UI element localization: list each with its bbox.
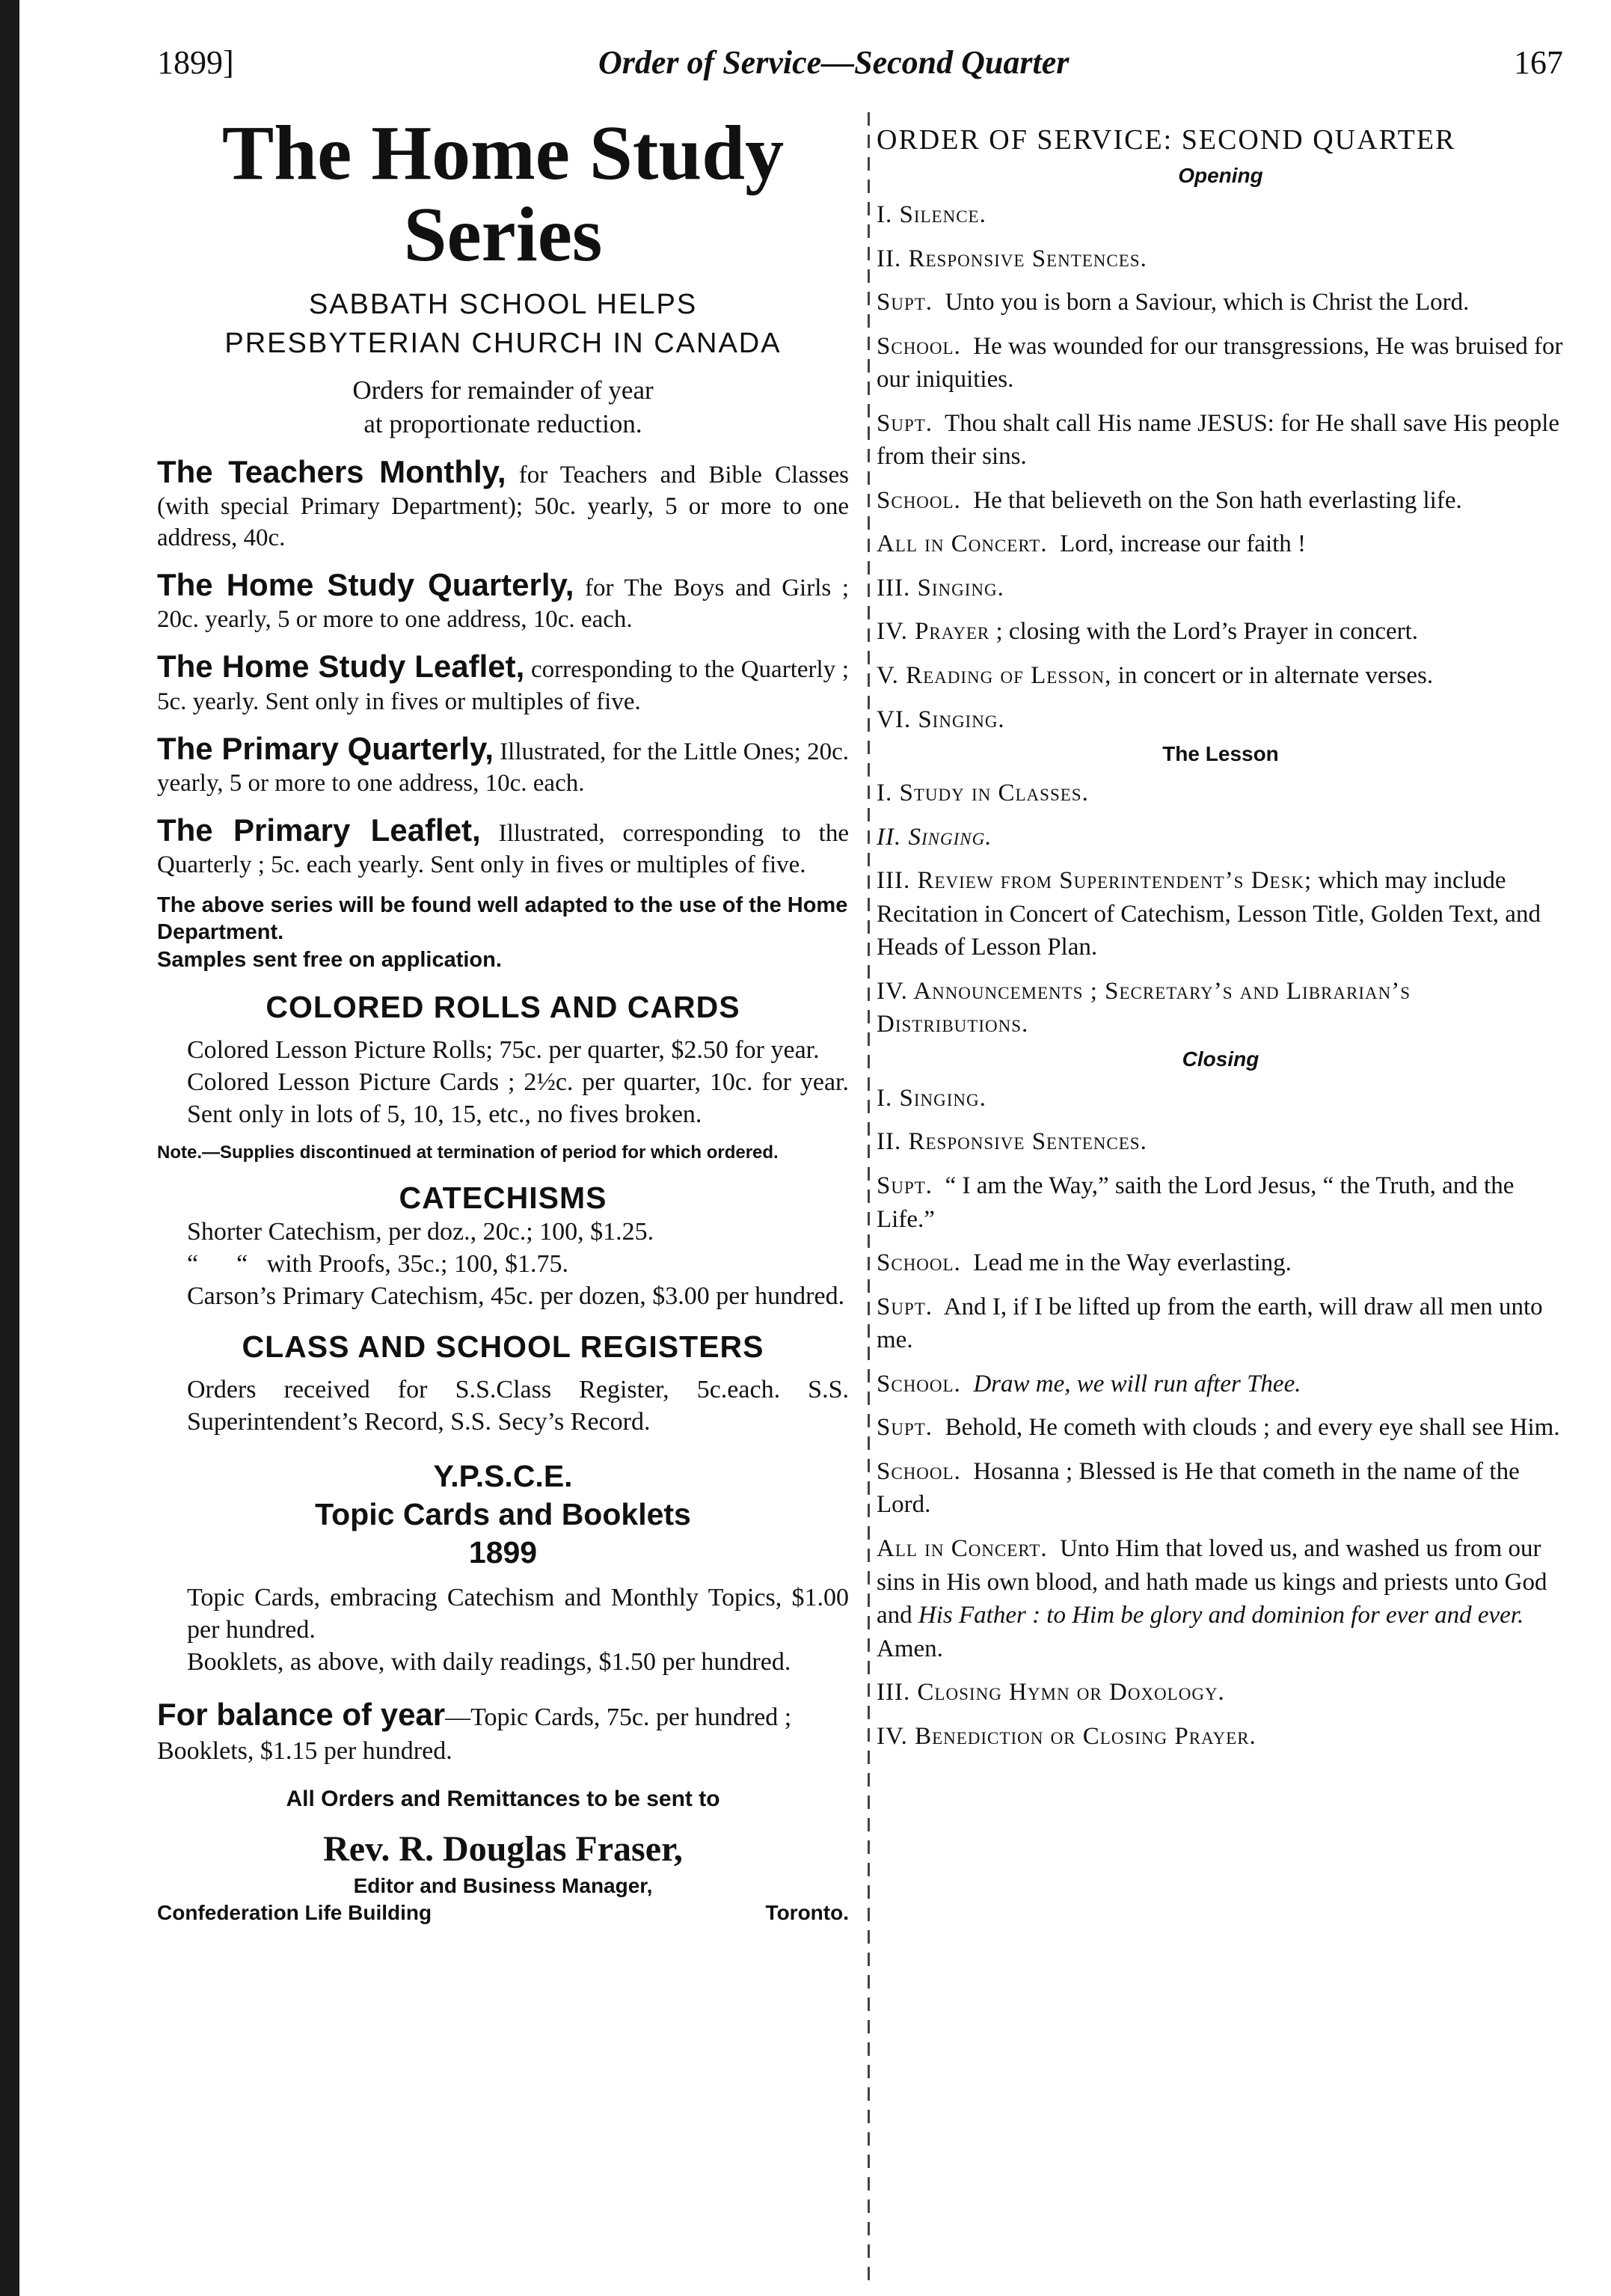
balance-offer xyxy=(157,1695,849,1767)
series-subtitle: SABBATH SCHOOL HELPS xyxy=(308,289,698,321)
closing-item: II. Responsive Sentences. xyxy=(877,1128,1147,1156)
ad-name: The Teachers Monthly, xyxy=(157,453,506,489)
ad-text: Illustrated, for the Little Ones; 20c. yearly, 5 or more to one address, 10c. each. xyxy=(157,738,849,797)
lesson-item: IV. Announcements ; Secretary’s and Librarian’s Distributions. xyxy=(877,977,1411,1038)
topic-paragraph-1 xyxy=(157,1582,849,1646)
adapted-note-1: The above series will be found well adapted to the use of the Home Department. xyxy=(157,893,848,945)
ypsce-line-1: Y.P.S.C.E. xyxy=(433,1458,573,1493)
speaker-label: All in Concert. xyxy=(877,530,1048,558)
rolls-note: Note.—Supplies discontinued at termination of period for which ordered. xyxy=(157,1142,779,1163)
opening-heading: Opening xyxy=(1178,164,1263,187)
speaker-label: Supt. xyxy=(877,289,933,316)
speaker-label: School. xyxy=(877,1249,961,1277)
registers-text: Orders received for S.S.Class Register, 5c.each. S.S. Superintendent’s Record, S.S. Secy’s Record. xyxy=(187,1375,849,1436)
remittance-note: All Orders and Remittances to be sent to xyxy=(286,1786,720,1811)
ypsce-line-3: 1899 xyxy=(468,1535,538,1570)
item-text: which may include Recitation in Concert of Catechism, Lesson Title, Golden Text, and Heads of Lesson Plan. xyxy=(877,867,1541,961)
address-building: Confederation Life Building xyxy=(157,1900,432,1924)
right-column-order-of-service xyxy=(877,123,1569,1753)
lesson-item: I. Study in Classes. xyxy=(877,780,1089,807)
response-text-amen: Amen. xyxy=(877,1602,1535,1662)
address-city: Toronto. xyxy=(765,1900,849,1924)
header-title: Order of Service—Second Quarter xyxy=(598,44,1070,81)
opening-item xyxy=(877,484,1565,518)
closing-item xyxy=(877,1532,1565,1665)
speaker-label: School. xyxy=(877,332,961,360)
balance-strong: For balance of year xyxy=(157,1697,446,1733)
ad-primary-leaflet xyxy=(157,810,849,881)
rolls-text: Colored Lesson Picture Cards ; 2½c. per quarter, 10c. for year. Sent only in lots of 5, 10, 15, etc., no fives broken. xyxy=(187,1068,849,1129)
ad-home-study-quarterly xyxy=(157,565,849,636)
opening-item xyxy=(877,527,1565,561)
editor-role: Editor and Business Manager, xyxy=(353,1873,653,1897)
opening-item xyxy=(877,615,1565,649)
opening-item: VI. Singing. xyxy=(877,705,1005,733)
topic-paragraph-2 xyxy=(157,1646,849,1678)
opening-item: III. Singing. xyxy=(877,574,1004,601)
ad-name: The Home Study Quarterly, xyxy=(157,567,574,603)
response-text: He was wounded for our transgressions, He was bruised for our iniquities. xyxy=(877,332,1569,394)
closing-item: I. Singing. xyxy=(877,1084,986,1112)
response-text: Hosanna ; Blessed is He that cometh in the name of the Lord. xyxy=(877,1457,1526,1519)
adapted-note-2: Samples sent free on application. xyxy=(157,947,502,972)
lesson-item xyxy=(877,864,1565,964)
closing-item xyxy=(877,1368,1565,1401)
response-text: Unto you is born a Saviour, which is Christ the Lord. xyxy=(933,289,1470,316)
item-lead: IV. Prayer xyxy=(877,618,990,646)
left-column-advertisements xyxy=(157,112,849,1925)
ypsce-line-2: Topic Cards and Booklets xyxy=(315,1497,691,1532)
response-text: Lord, increase our faith ! xyxy=(1047,530,1307,558)
response-text-italic: His Father : to Him be glory and dominion for ever and ever. xyxy=(918,1602,1524,1629)
orders-line-2: at proportionate reduction. xyxy=(363,409,642,439)
response-text: Behold, He cometh with clouds ; and every eye shall see Him. xyxy=(933,1414,1560,1442)
speaker-label: School. xyxy=(877,1370,961,1398)
page-spine-shadow xyxy=(0,0,19,2296)
rolls-paragraph-1 xyxy=(157,1034,849,1066)
catechism-line-2: “ “ with Proofs, 35c.; 100, $1.75. xyxy=(187,1250,568,1279)
ad-teachers-monthly xyxy=(157,452,849,554)
ad-text: corresponding to the Quarterly ; 5c. yearly. Sent only in fives or multiples of five. xyxy=(157,656,849,715)
item-text: in concert or in alternate verses. xyxy=(1111,662,1434,690)
response-text: Draw me, we will run after Thee. xyxy=(960,1370,1301,1398)
opening-item xyxy=(877,659,1565,693)
balance-text: —Topic Cards, 75c. per hundred ; Booklets, $1.15 per hundred. xyxy=(157,1703,792,1765)
ad-primary-quarterly xyxy=(157,729,849,800)
series-church: PRESBYTERIAN CHURCH IN CANADA xyxy=(224,327,782,359)
editor-address xyxy=(157,1901,849,1925)
closing-heading: Closing xyxy=(1182,1047,1259,1071)
lesson-heading: The Lesson xyxy=(1162,742,1279,766)
header-year: 1899] xyxy=(157,44,234,81)
ad-name: The Primary Leaflet, xyxy=(157,812,481,848)
closing-item xyxy=(877,1169,1565,1236)
speaker-label: School. xyxy=(877,486,961,514)
ad-home-study-leaflet xyxy=(157,646,849,717)
registers-paragraph xyxy=(157,1374,849,1438)
order-of-service-title: ORDER OF SERVICE: SECOND QUARTER xyxy=(877,124,1456,156)
closing-item: III. Closing Hymn or Doxology. xyxy=(877,1679,1225,1706)
speaker-label: Supt. xyxy=(877,1172,933,1200)
speaker-label: School. xyxy=(877,1457,961,1485)
editor-name: Rev. R. Douglas Fraser, xyxy=(323,1828,683,1869)
response-text: He that believeth on the Son hath everlasting life. xyxy=(960,486,1462,514)
ad-text: for The Boys and Girls ; 20c. yearly, 5 or more to one address, 10c. each. xyxy=(157,575,849,634)
response-text: Lead me in the Way everlasting. xyxy=(960,1249,1292,1277)
rolls-paragraph-2 xyxy=(157,1066,849,1130)
closing-item xyxy=(877,1411,1565,1445)
opening-item xyxy=(877,330,1569,397)
speaker-label: Supt. xyxy=(877,1293,933,1320)
speaker-label: All in Concert. xyxy=(877,1534,1048,1562)
ad-text: Illustrated, corresponding to the Quarterly ; 5c. each yearly. Sent only in fives or multiples of five. xyxy=(157,819,849,879)
item-lead: III. Review from Superintendent’s Desk; xyxy=(877,867,1313,895)
opening-item xyxy=(877,286,1565,319)
ad-name: The Primary Quarterly, xyxy=(157,730,494,766)
topic-text: Topic Cards, embracing Catechism and Monthly Topics, $1.00 per hundred. xyxy=(187,1583,849,1644)
running-header xyxy=(157,43,1563,88)
response-text: Thou shalt call His name JESUS: for He shall save His people from their sins. xyxy=(877,409,1566,471)
response-text: Unto Him that loved us, and washed us from our sins in His own blood, and hath made us kings and priests unto God and xyxy=(877,1534,1553,1629)
rolls-text: Colored Lesson Picture Rolls; 75c. per quarter, $2.50 for year. xyxy=(187,1035,820,1064)
item-lead: V. Reading of Lesson, xyxy=(877,662,1112,690)
column-divider xyxy=(868,112,870,2282)
ypsce-heading xyxy=(157,1457,849,1573)
page-number: 167 xyxy=(1514,44,1563,81)
orders-line-1: Orders for remainder of year xyxy=(352,375,654,405)
opening-item: I. Silence. xyxy=(877,201,986,228)
catechism-line-3: Carson’s Primary Catechism, 45c. per dozen, $3.00 per hundred. xyxy=(187,1282,845,1311)
closing-item: IV. Benediction or Closing Prayer. xyxy=(877,1722,1256,1750)
catechisms-heading: CATECHISMS xyxy=(399,1181,607,1216)
catechism-line-1: Shorter Catechism, per doz., 20c.; 100, $1.25. xyxy=(187,1218,654,1246)
series-title: The Home Study Series xyxy=(221,110,785,278)
closing-item xyxy=(877,1246,1565,1280)
closing-item xyxy=(877,1291,1565,1357)
speaker-label: Supt. xyxy=(877,409,933,437)
topic-text: Booklets, as above, with daily readings, $1.50 per hundred. xyxy=(187,1648,791,1677)
adapted-note xyxy=(157,892,849,973)
registers-heading: CLASS AND SCHOOL REGISTERS xyxy=(242,1329,764,1364)
opening-item: II. Responsive Sentences. xyxy=(877,245,1147,272)
item-text: ; closing with the Lord’s Prayer in concert. xyxy=(989,618,1419,646)
lesson-item: II. Singing. xyxy=(877,823,992,851)
speaker-label: Supt. xyxy=(877,1414,933,1442)
ad-name: The Home Study Leaflet, xyxy=(157,649,525,685)
rolls-heading: COLORED ROLLS AND CARDS xyxy=(266,989,740,1024)
response-text: And I, if I be lifted up from the earth, will draw all men unto me. xyxy=(877,1293,1549,1354)
ad-text: for Teachers and Bible Classes (with special Primary Department); 50c. yearly, 5 or more to one address, 40c. xyxy=(157,461,850,552)
opening-item xyxy=(877,407,1565,474)
response-text: “ I am the Way,” saith the Lord Jesus, “ the Truth, and the Life.” xyxy=(877,1172,1521,1233)
closing-item xyxy=(877,1455,1565,1522)
orders-note xyxy=(157,373,849,441)
